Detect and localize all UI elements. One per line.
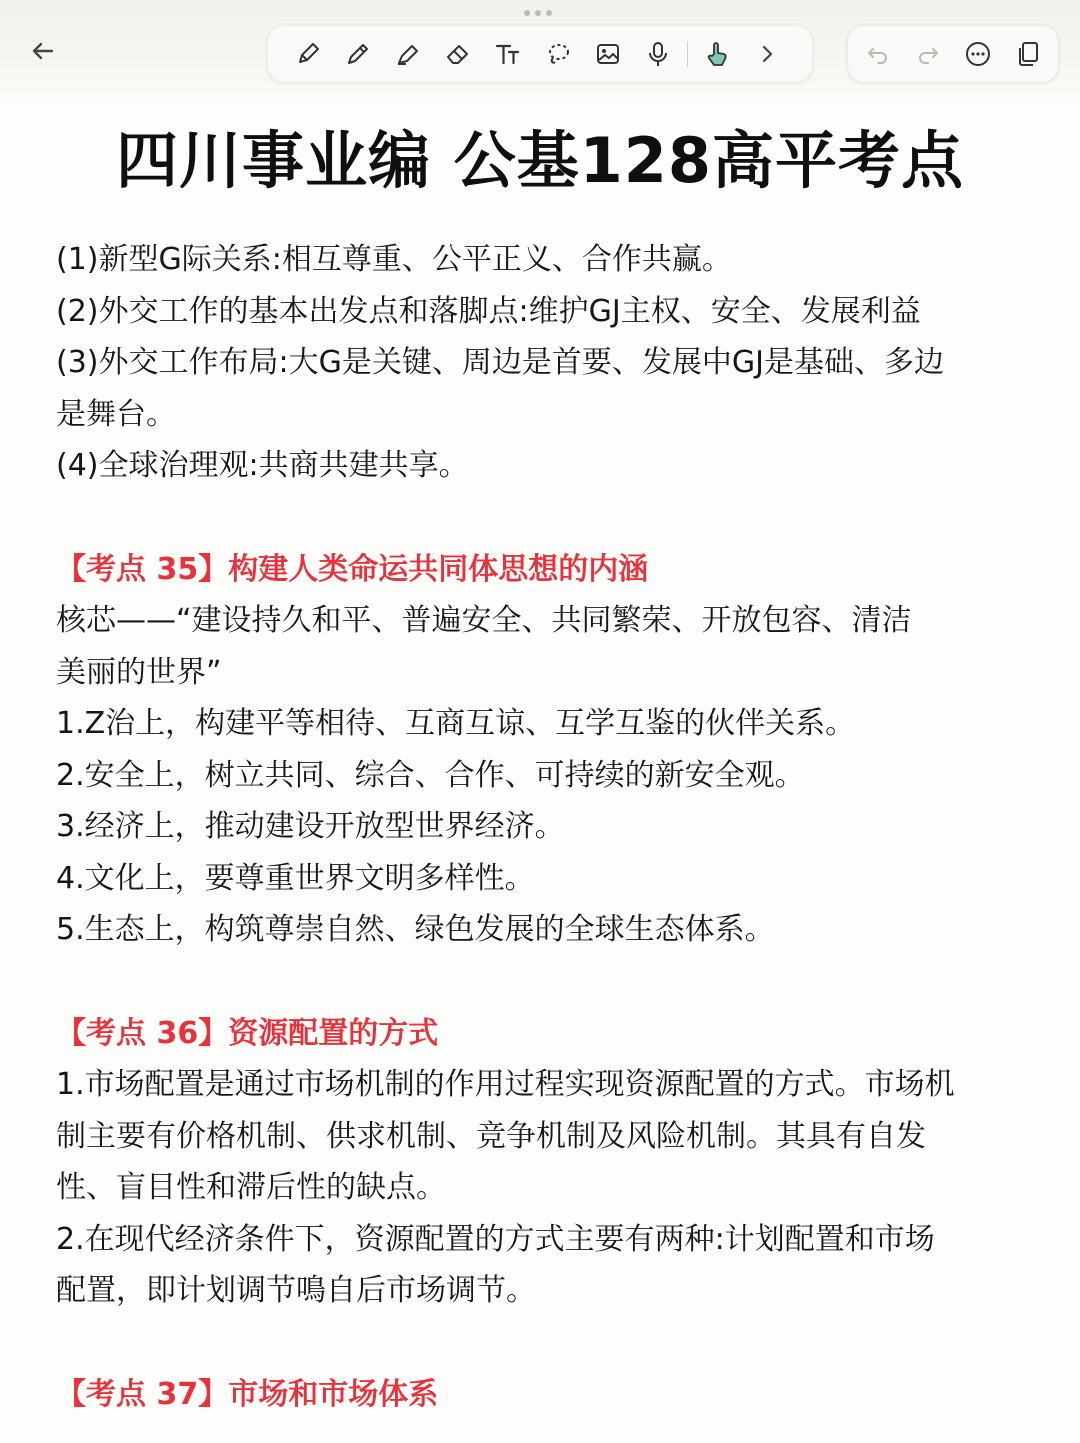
spacer [56, 1317, 1036, 1369]
marker-tool-button[interactable] [386, 32, 430, 76]
text-line: 1.市场配置是通过市场机制的作用过程实现资源配置的方式。市场机 [56, 1067, 955, 1102]
pen-tool-button[interactable] [286, 32, 330, 76]
text-tool-icon [494, 40, 522, 68]
text-line: 2.安全上，树立共同、综合、合作、可持续的新安全观。 [56, 757, 805, 793]
pencil-tool-button[interactable] [336, 32, 380, 76]
lasso-tool-button[interactable] [536, 32, 580, 76]
text-line: 性、盲目性和滞后性的缺点。 [56, 1170, 446, 1205]
note-body [56, 234, 1036, 1420]
text-line: 2.在现代经济条件下，资源配置的方式主要有两种:计划配置和市场 [56, 1221, 935, 1257]
image-icon [594, 40, 622, 68]
text-line: (1)新型G际关系:相互尊重、公平正义、合作共赢。 [56, 242, 732, 277]
text-line: (4)全球治理观:共商共建共享。 [56, 448, 469, 483]
section-heading: 【考点 36】资源配置的方式 [56, 1015, 439, 1051]
more-tools-button[interactable] [745, 32, 789, 76]
microphone-icon [644, 40, 672, 68]
undo-icon [864, 40, 892, 68]
window-grip-handle[interactable] [524, 10, 552, 16]
pen-icon [294, 40, 322, 68]
section-heading: 【考点 35】构建人类命运共同体思想的内涵 [56, 551, 649, 587]
section-heading: 【考点 37】市场和市场体系 [56, 1376, 439, 1412]
text-line: 5.生态上，构筑尊崇自然、绿色发展的全球生态体系。 [56, 912, 775, 947]
image-tool-button[interactable] [586, 32, 630, 76]
eraser-icon [444, 40, 472, 68]
text-line: (2)外交工作的基本出发点和落脚点:维护GJ主权、安全、发展利益 [56, 293, 921, 329]
spacer [56, 956, 1036, 1008]
text-line: 制主要有价格机制、供求机制、竞争机制及风险机制。其具有自发 [56, 1118, 926, 1154]
actions-palette [848, 26, 1058, 82]
microphone-tool-button[interactable] [636, 32, 680, 76]
more-options-button[interactable] [956, 32, 1000, 76]
pages-button[interactable] [1006, 32, 1050, 76]
spacer [56, 492, 1036, 544]
hand-pointer-icon [703, 40, 731, 68]
lasso-icon [544, 40, 572, 68]
text-line: 3.经济上，推动建设开放型世界经济。 [56, 809, 565, 844]
app-toolbar [0, 0, 1080, 106]
text-line: (3)外交工作布局:大G是关键、周边是首要、发展中GJ是基础、多边 [56, 345, 944, 380]
text-line: 美丽的世界” [56, 654, 222, 690]
text-line: 配置，即计划调节鳴自后市场调节。 [56, 1273, 536, 1308]
redo-button[interactable] [906, 32, 950, 76]
redo-icon [914, 40, 942, 68]
text-line: 1.Z治上，构建平等相待、互商互谅、互学互鉴的伙伴关系。 [56, 706, 856, 741]
arrow-left-icon [30, 38, 56, 68]
undo-button[interactable] [856, 32, 900, 76]
page-title: 四川事业编 公基128高平考点 [115, 124, 964, 197]
text-tool-button[interactable] [486, 32, 530, 76]
text-line: 是舞台。 [56, 396, 176, 432]
pencil-icon [344, 40, 372, 68]
more-icon [964, 40, 992, 68]
back-button[interactable] [20, 30, 66, 76]
pages-icon [1014, 40, 1042, 68]
toolbar-divider [687, 41, 688, 67]
hand-pointer-tool-button[interactable] [695, 32, 739, 76]
text-line: 核芯——“建设持久和平、普遍安全、共同繁荣、开放包容、清洁 [56, 603, 912, 638]
marker-icon [394, 40, 422, 68]
text-line: 4.文化上，要尊重世界文明多样性。 [56, 860, 535, 896]
tools-palette [268, 26, 812, 82]
chevron-right-icon [753, 40, 781, 68]
eraser-tool-button[interactable] [436, 32, 480, 76]
